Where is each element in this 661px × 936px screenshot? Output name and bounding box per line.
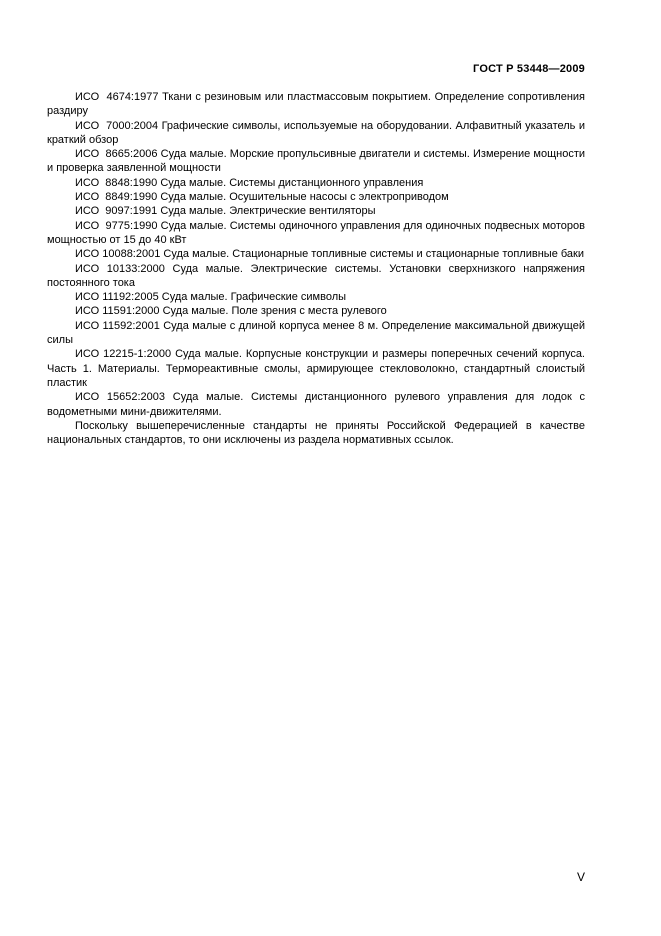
paragraph-iso-9097: ИСО 9097:1991 Суда малые. Электрические вентиляторы xyxy=(75,205,376,218)
paragraph-iso-11192: ИСО 11192:2005 Суда малые. Графические символы xyxy=(75,291,347,304)
paragraph-iso-4674: ИСО 4674:1977 Ткани с резиновым или пластмассовым покрытием. Определение сопротивления раздиру xyxy=(47,91,585,118)
paragraph-iso-15652: ИСО 15652:2003 Суда малые. Системы дистанционного рулевого управления для лодок с водометными мини-движителями. xyxy=(47,391,585,418)
paragraph-iso-11591: ИСО 11591:2000 Суда малые. Поле зрения с места рулевого xyxy=(75,305,387,318)
page-number: V xyxy=(576,870,585,884)
document-number: ГОСТ Р 53448—2009 xyxy=(473,63,585,75)
paragraph-iso-10088: ИСО 10088:2001 Суда малые. Стационарные топливные системы и стационарные топливные баки xyxy=(75,248,584,261)
paragraph-iso-8848: ИСО 8848:1990 Суда малые. Системы дистанционного управления xyxy=(75,176,424,189)
paragraph-iso-8849: ИСО 8849:1990 Суда малые. Осушительные насосы с электроприводом xyxy=(75,191,449,204)
page-header xyxy=(47,63,585,75)
paragraph-note: Поскольку вышеперечисленные стандарты не приняты Российской Федерацией в качестве национальных стандартов, то они исключены из раздела нормативных ссылок. xyxy=(47,419,585,447)
paragraph-iso-9775: ИСО 9775:1990 Суда малые. Системы одиночного управления для одиночных подвесных моторов мощностью от 15 до 40 кВт xyxy=(47,219,585,246)
paragraph-iso-12215: ИСО 12215-1:2000 Суда малые. Корпусные конструкции и размеры поперечных сечений корпуса. Часть 1. Материалы. Термореактивные смолы, армирующее стекловолокно, стандартный слоистый пластик xyxy=(47,348,585,389)
paragraph-iso-7000: ИСО 7000:2004 Графические символы, используемые на оборудовании. Алфавитный указатель и краткий обзор xyxy=(47,119,585,146)
page-footer xyxy=(47,870,585,884)
document-body xyxy=(47,90,585,447)
paragraph-iso-8665: ИСО 8665:2006 Суда малые. Морские пропульсивные двигатели и системы. Измерение мощности и проверка заявленной мощности xyxy=(47,148,585,175)
paragraph-iso-10133: ИСО 10133:2000 Суда малые. Электрические системы. Установки сверхнизкого напряжения постоянного тока xyxy=(47,262,585,289)
paragraph-iso-11592: ИСО 11592:2001 Суда малые с длиной корпуса менее 8 м. Определение максимальной движущей силы xyxy=(47,319,585,347)
